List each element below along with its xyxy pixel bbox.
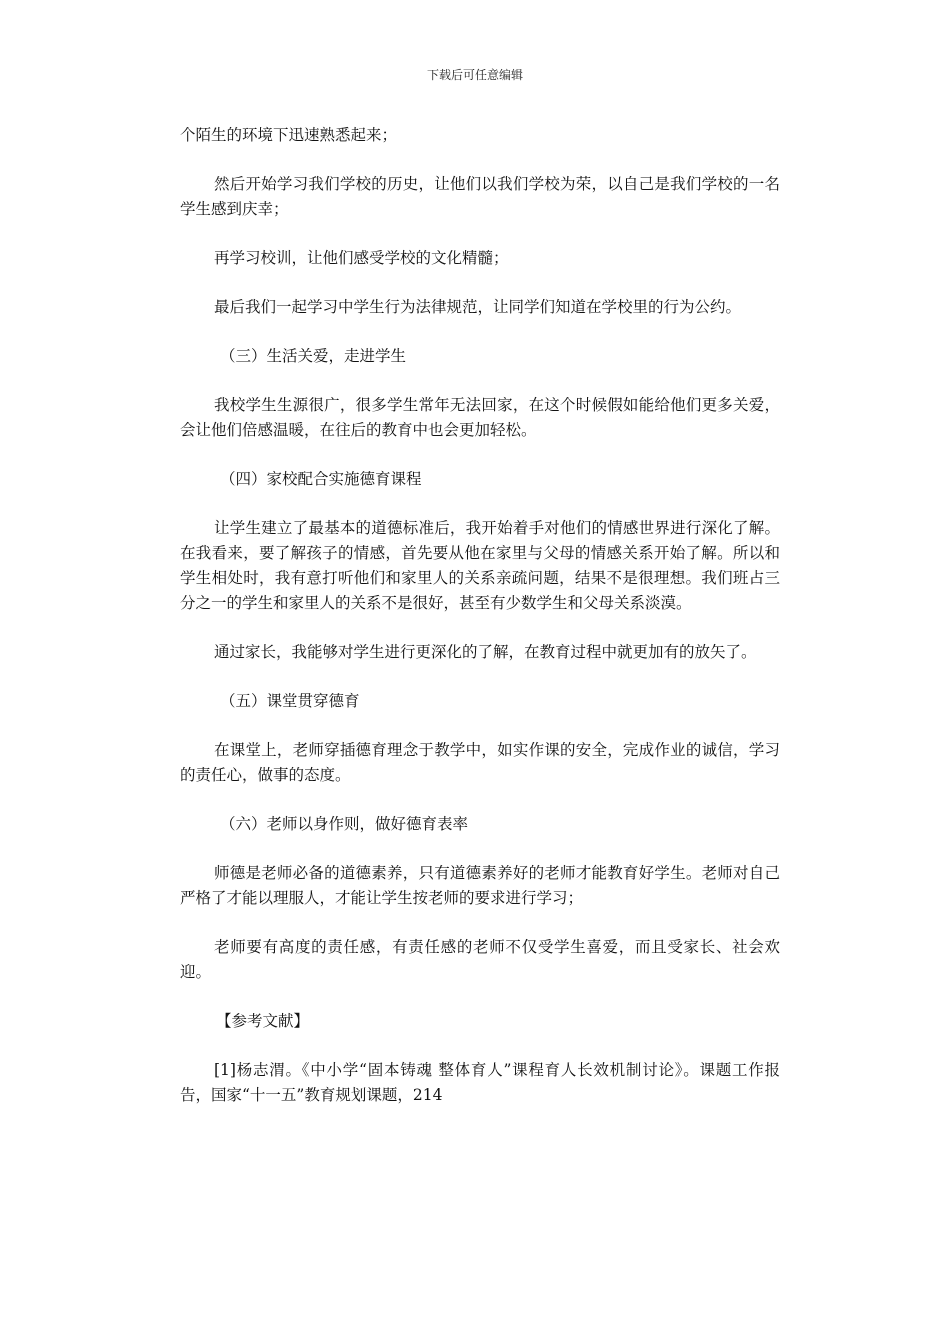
page-header: 下载后可任意编辑 [426, 68, 523, 82]
section-heading-6: （六）老师以身作则，做好德育表率 [220, 815, 469, 833]
reference-item: [1]杨志渭。《中小学“固本铸魂 整体育人”课程育人长效机制讨论》。课题工作报告，国家“十一五”教育规划课题，214 [180, 1061, 780, 1104]
references-title: 【参考文献】 [216, 1012, 310, 1030]
paragraph: 让学生建立了最基本的道德标准后，我开始着手对他们的情感世界进行深化了解。在我看来，要了解孩子的情感，首先要从他在家里与父母的情感关系开始了解。所以和学生相处时，我有意打听他们和家里人的关系亲疏问题，结果不是很理想。我们班占三分之一的学生和家里人的关系不是很好，甚至有少数学生和父母关系淡漠。 [180, 519, 780, 612]
section-heading-3: （三）生活关爱，走进学生 [220, 347, 407, 365]
paragraph: 在课堂上，老师穿插德育理念于教学中，如实作课的安全，完成作业的诚信，学习的责任心，做事的态度。 [180, 741, 780, 784]
paragraph: 最后我们一起学习中学生行为法律规范，让同学们知道在学校里的行为公约。 [214, 298, 742, 316]
section-heading-5: （五）课堂贯穿德育 [220, 692, 360, 710]
body-text [180, 123, 780, 1132]
paragraph: 通过家长，我能够对学生进行更深化的了解，在教育过程中就更加有的放矢了。 [214, 643, 757, 661]
paragraph-continuation: 个陌生的环境下迅速熟悉起来； [180, 126, 398, 144]
paragraph: 然后开始学习我们学校的历史，让他们以我们学校为荣，以自己是我们学校的一名学生感到庆幸； [180, 175, 780, 218]
paragraph: 师德是老师必备的道德素养，只有道德素养好的老师才能教育好学生。老师对自己严格了才能以理服人，才能让学生按老师的要求进行学习； [180, 864, 780, 907]
paragraph: 老师要有高度的责任感，有责任感的老师不仅受学生喜爱，而且受家长、社会欢迎。 [180, 938, 780, 981]
paragraph: 再学习校训，让他们感受学校的文化精髓； [214, 249, 509, 267]
section-heading-4: （四）家校配合实施德育课程 [220, 470, 422, 488]
paragraph: 我校学生生源很广，很多学生常年无法回家，在这个时候假如能给他们更多关爱，会让他们倍感温暖，在往后的教育中也会更加轻松。 [180, 396, 780, 439]
